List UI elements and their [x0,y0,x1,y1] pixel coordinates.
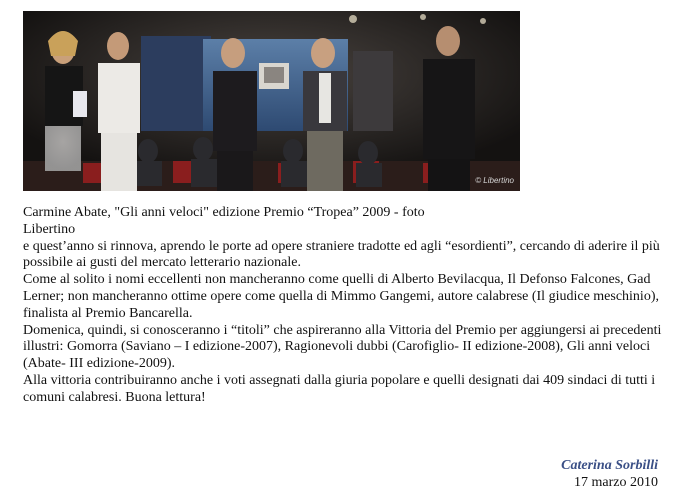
photo-watermark: © Libertino [475,176,514,185]
photo-credit: Libertino [23,221,76,237]
article-paragraph: Domenica, quindi, si conosceranno i “titoli” che aspireranno alla Vittoria del Premio per aggiungersi ai precedenti illustri: Gomorra (Saviano – I edizione-2007), Ragionevoli dubbi (Carofiglio- II edizione-2008), Gli anni veloci (Abate- III edizione-2009). [23,322,662,372]
award-ceremony-photo [23,11,520,191]
article-paragraph: Alla vittoria contribuiranno anche i voti assegnati dalla giuria popolare e quelli designati dai 409 sindaci di tutti i comuni calabresi. Buona lettura! [23,372,656,405]
article-body [23,205,663,407]
author-name: Caterina Sorbilli [561,458,658,473]
photo-caption: Carmine Abate, "Gli anni veloci" edizione Premio “Tropea” 2009 - foto [23,205,425,220]
article-paragraph: Come al solito i nomi eccellenti non mancheranno come quelli di Alberto Bevilacqua, Il Defonso Falcones, Gad Lerner; non mancheranno ottime opere come quella di Mimmo Gangemi, autore calabrese (Il giudice meschinio), finalista al Premio Bancarella. [23,272,659,321]
signature-block [561,457,658,491]
publication-date: 17 marzo 2010 [574,475,658,490]
article-paragraph: e quest’anno si rinnova, aprendo le porte ad opere straniere tradotte ed agli “esordienti”, cercando di aderire il più possibile ai gusti del mercato letterario nazionale. [23,238,660,271]
